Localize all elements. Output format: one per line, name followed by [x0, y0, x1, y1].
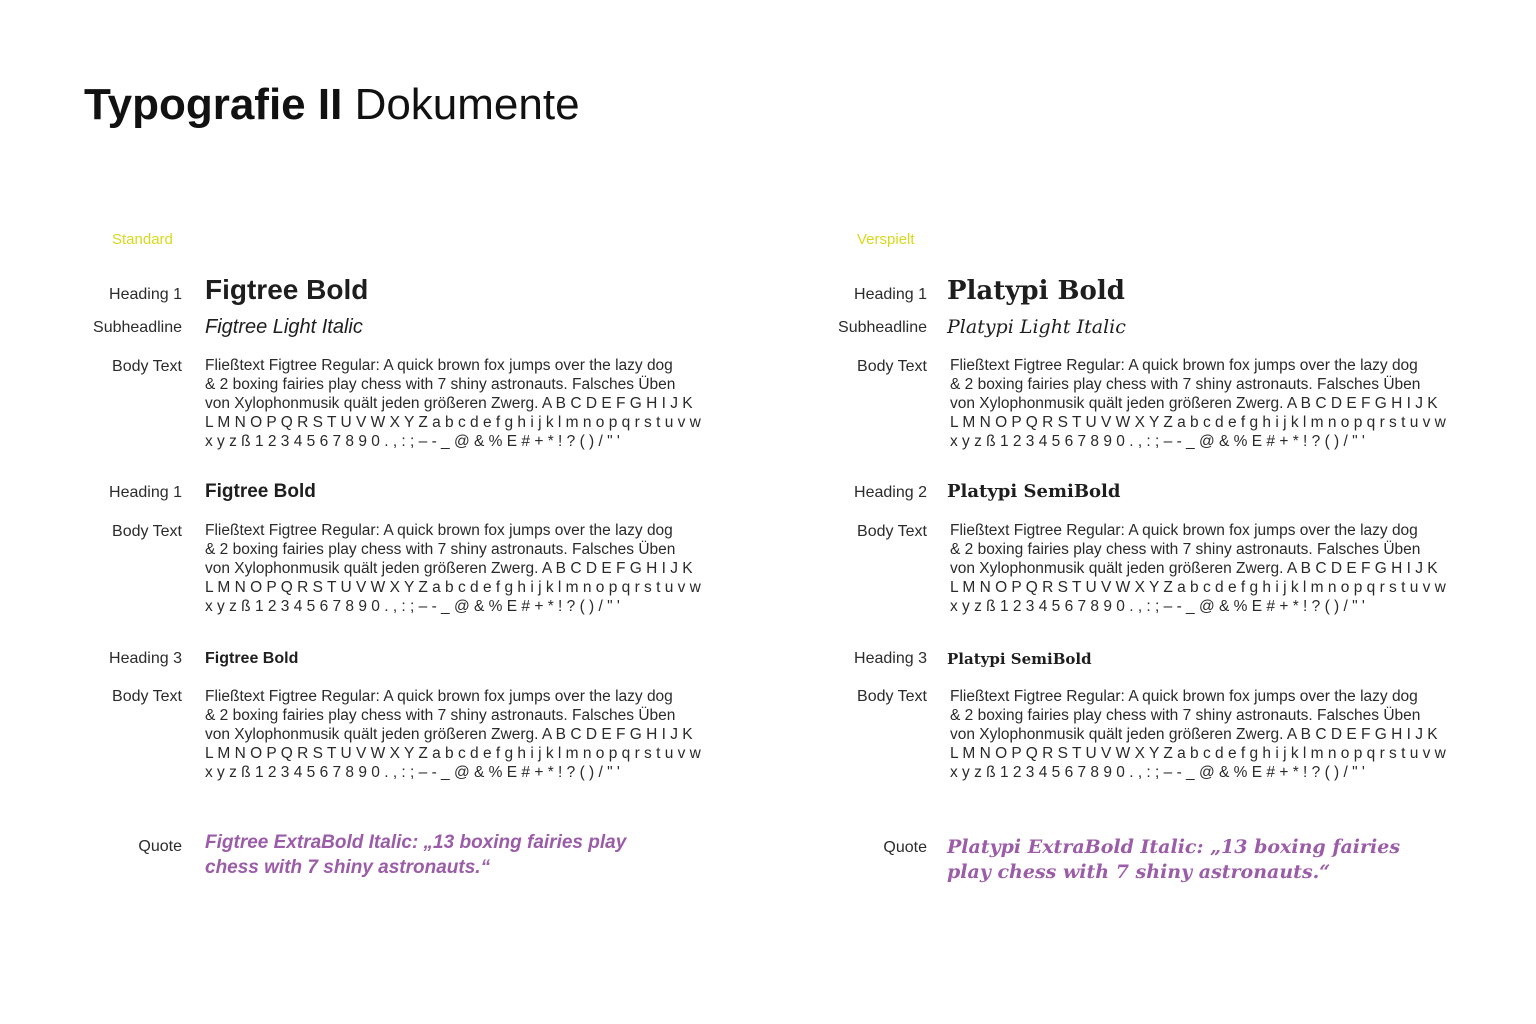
body-text-label: Body Text [857, 358, 927, 375]
body-line: & 2 boxing fairies play chess with 7 shiny astronauts. Falsches Üben [950, 541, 1421, 558]
heading1-label: Heading 1 [854, 286, 927, 303]
section-label-standard: Standard [112, 231, 173, 248]
body-text-label: Body Text [112, 358, 182, 375]
body-line: L M N O P Q R S T U V W X Y Z a b c d e f g h i j k l m n o p q r s t u v w [205, 579, 701, 596]
body-line: von Xylophonmusik quält jeden größeren Zwerg. A B C D E F G H I J K [205, 395, 693, 412]
heading2-sample: Figtree Bold [205, 481, 316, 502]
quote-line: play chess with 7 shiny astronauts.“ [947, 861, 1331, 883]
body-line: x y z ß 1 2 3 4 5 6 7 8 9 0 . , : ; – - _ @ & % E # + * ! ? ( ) / " ' [205, 433, 620, 450]
body-line: Fließtext Figtree Regular: A quick brown fox jumps over the lazy dog [950, 522, 1418, 539]
body-text-label: Body Text [857, 523, 927, 540]
body-line: & 2 boxing fairies play chess with 7 shiny astronauts. Falsches Üben [950, 376, 1421, 393]
body-line: x y z ß 1 2 3 4 5 6 7 8 9 0 . , : ; – - _ @ & % E # + * ! ? ( ) / " ' [950, 433, 1365, 450]
quote-line: Figtree ExtraBold Italic: „13 boxing fairies play [205, 832, 627, 853]
quote-label: Quote [138, 838, 182, 855]
quote-line: Platypi ExtraBold Italic: „13 boxing fairies [947, 836, 1401, 858]
body-text-sample [950, 356, 1470, 451]
quote-sample [205, 830, 685, 880]
heading2-label: Heading 2 [854, 484, 927, 501]
body-line: & 2 boxing fairies play chess with 7 shiny astronauts. Falsches Üben [205, 707, 676, 724]
body-line: x y z ß 1 2 3 4 5 6 7 8 9 0 . , : ; – - _ @ & % E # + * ! ? ( ) / " ' [950, 764, 1365, 781]
heading3-label: Heading 3 [854, 650, 927, 667]
body-line: Fließtext Figtree Regular: A quick brown fox jumps over the lazy dog [950, 357, 1418, 374]
body-text-sample [950, 521, 1470, 616]
body-line: Fließtext Figtree Regular: A quick brown fox jumps over the lazy dog [205, 522, 673, 539]
body-text-label: Body Text [112, 523, 182, 540]
body-line: x y z ß 1 2 3 4 5 6 7 8 9 0 . , : ; – - _ @ & % E # + * ! ? ( ) / " ' [205, 764, 620, 781]
body-line: Fließtext Figtree Regular: A quick brown fox jumps over the lazy dog [205, 357, 673, 374]
body-line: L M N O P Q R S T U V W X Y Z a b c d e f g h i j k l m n o p q r s t u v w [205, 745, 701, 762]
body-line: & 2 boxing fairies play chess with 7 shiny astronauts. Falsches Üben [205, 376, 676, 393]
body-line: Fließtext Figtree Regular: A quick brown fox jumps over the lazy dog [205, 688, 673, 705]
body-line: von Xylophonmusik quält jeden größeren Zwerg. A B C D E F G H I J K [950, 726, 1438, 743]
subheadline-sample: Figtree Light Italic [205, 316, 363, 338]
body-line: & 2 boxing fairies play chess with 7 shiny astronauts. Falsches Üben [950, 707, 1421, 724]
subheadline-label: Subheadline [838, 319, 927, 336]
body-line: von Xylophonmusik quält jeden größeren Zwerg. A B C D E F G H I J K [205, 560, 693, 577]
page-title-light: Dokumente [354, 80, 580, 129]
verspielt-column [745, 0, 1446, 1024]
heading3-sample: Figtree Bold [205, 650, 299, 667]
heading2-sample: Platypi SemiBold [947, 481, 1121, 502]
body-text-label: Body Text [857, 688, 927, 705]
body-text-sample [950, 687, 1470, 782]
body-line: L M N O P Q R S T U V W X Y Z a b c d e f g h i j k l m n o p q r s t u v w [950, 579, 1446, 596]
body-line: von Xylophonmusik quält jeden größeren Zwerg. A B C D E F G H I J K [950, 560, 1438, 577]
body-text-sample [205, 687, 725, 782]
heading1-sample: Figtree Bold [205, 274, 369, 305]
heading3-sample: Platypi SemiBold [947, 650, 1092, 668]
body-line: L M N O P Q R S T U V W X Y Z a b c d e f g h i j k l m n o p q r s t u v w [205, 414, 701, 431]
body-line: L M N O P Q R S T U V W X Y Z a b c d e f g h i j k l m n o p q r s t u v w [950, 745, 1446, 762]
body-line: x y z ß 1 2 3 4 5 6 7 8 9 0 . , : ; – - _ @ & % E # + * ! ? ( ) / " ' [950, 598, 1365, 615]
body-line: x y z ß 1 2 3 4 5 6 7 8 9 0 . , : ; – - _ @ & % E # + * ! ? ( ) / " ' [205, 598, 620, 615]
page-title-bold: Typografie II [84, 80, 343, 129]
body-line: von Xylophonmusik quält jeden größeren Zwerg. A B C D E F G H I J K [205, 726, 693, 743]
quote-label: Quote [883, 839, 927, 856]
subheadline-sample: Platypi Light Italic [947, 316, 1126, 338]
quote-line: chess with 7 shiny astronauts.“ [205, 857, 491, 878]
body-text-sample [205, 521, 725, 616]
body-line: von Xylophonmusik quält jeden größeren Zwerg. A B C D E F G H I J K [950, 395, 1438, 412]
body-line: L M N O P Q R S T U V W X Y Z a b c d e f g h i j k l m n o p q r s t u v w [950, 414, 1446, 431]
section-label-verspielt: Verspielt [857, 231, 915, 248]
subheadline-label: Subheadline [93, 319, 182, 336]
body-text-sample [205, 356, 725, 451]
heading1-sample: Platypi Bold [947, 276, 1125, 306]
heading1-label: Heading 1 [109, 286, 182, 303]
heading3-label: Heading 3 [109, 650, 182, 667]
body-line: Fließtext Figtree Regular: A quick brown fox jumps over the lazy dog [950, 688, 1418, 705]
body-line: & 2 boxing fairies play chess with 7 shiny astronauts. Falsches Üben [205, 541, 676, 558]
body-text-label: Body Text [112, 688, 182, 705]
quote-sample [947, 835, 1427, 885]
heading2-label: Heading 1 [109, 484, 182, 501]
standard-column [0, 0, 701, 1024]
